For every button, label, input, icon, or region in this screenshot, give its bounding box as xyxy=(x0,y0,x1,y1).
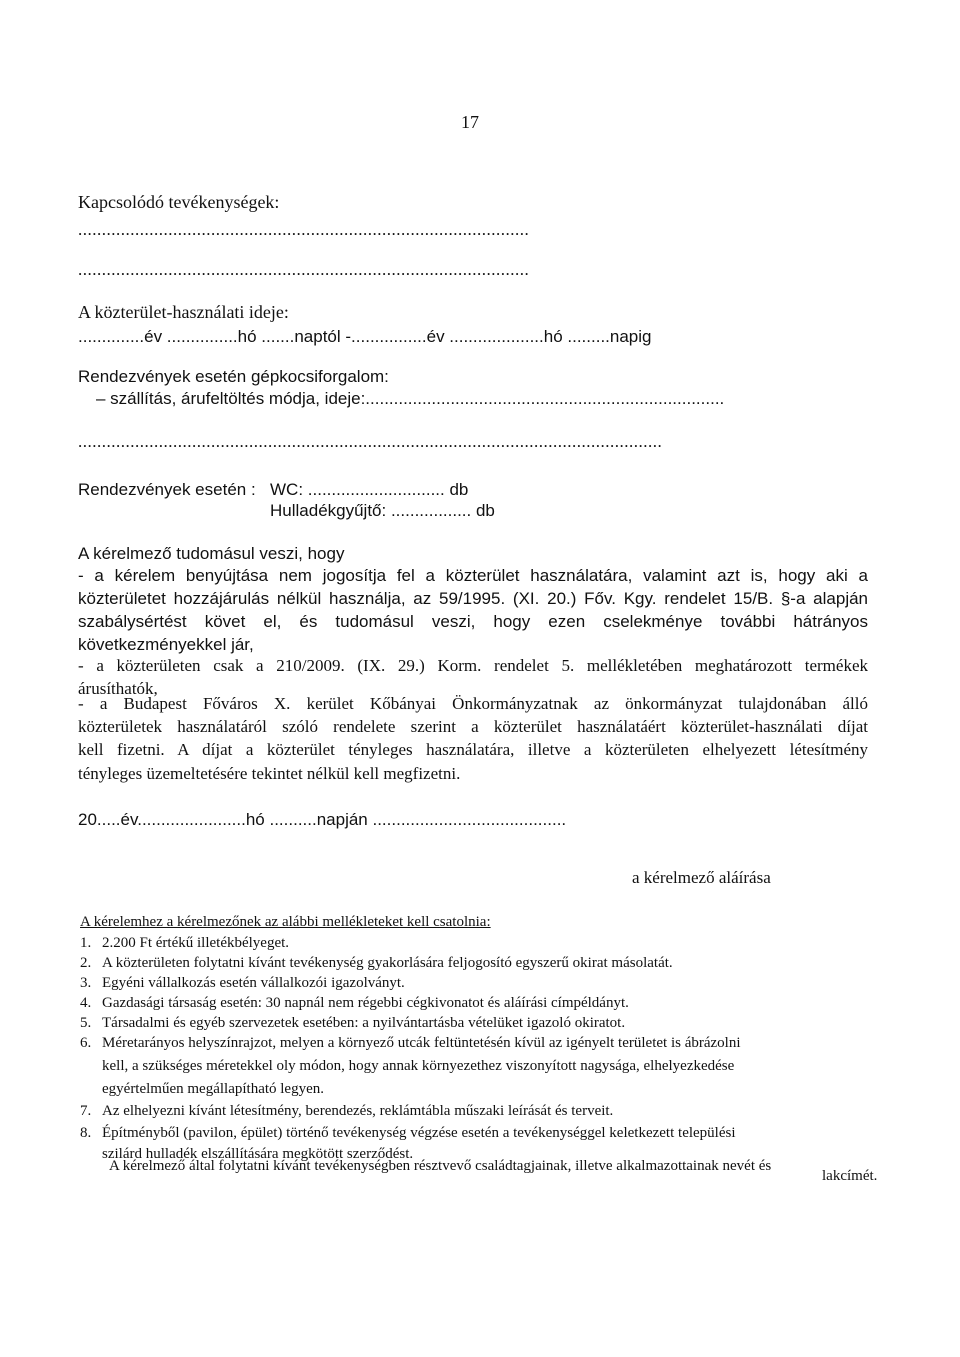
date-field[interactable]: 20.....év.......................hó ..........napján ......................................... xyxy=(78,810,567,829)
attachment-item-2 xyxy=(80,955,673,972)
ack-line-6: árusíthatók, xyxy=(78,679,158,698)
attachment-number: 6. xyxy=(80,1035,92,1051)
attachment-text: 2.200 Ft értékű illetékbélyeget. xyxy=(102,935,290,951)
attachment-number: 4. xyxy=(80,995,92,1011)
related-activities-label: Kapcsolódó tevékenységek: xyxy=(78,192,280,212)
attachment-text: Az elhelyezni kívánt létesítmény, berendezés, reklámtábla műszaki leírását és terveit. xyxy=(102,1103,614,1119)
attachment-text: Társadalmi és egyéb szervezetek esetében: a nyilvántartásba vételüket igazoló okiratot. xyxy=(102,1015,626,1031)
attachment-item-6-cont-1 xyxy=(80,1058,734,1075)
attachment-item-1 xyxy=(80,935,289,952)
waste-bin-field[interactable]: Hulladékgyűjtő: ................. db xyxy=(270,501,495,520)
attachment-item-3 xyxy=(80,975,405,992)
attachment-text: Méretarányos helyszínrajzot, melyen a környező utcák feltüntetésén kívül az igényelt területet is ábrázolni xyxy=(102,1035,741,1051)
attachment-item-7 xyxy=(80,1103,613,1120)
attachments-heading: A kérelemhez a kérelmezőnek az alábbi mellékleteket kell csatolnia: xyxy=(80,914,491,930)
event-traffic-label: Rendezvények esetén gépkocsiforgalom: xyxy=(78,367,389,386)
attachment-text: Gazdasági társaság esetén: 30 napnál nem régebbi cégkivonatot és aláírási címpéldányt. xyxy=(102,995,629,1011)
attachment-item-6 xyxy=(80,1035,741,1052)
attachment-text: A közterületen folytatni kívánt tevékenység gyakorlására feljogosító egyszerű okirat másolatát. xyxy=(102,955,673,971)
attachment-item-4 xyxy=(80,995,629,1012)
event-traffic-line[interactable]: ........................................................................................................................... xyxy=(78,432,663,451)
attachment-number: 8. xyxy=(80,1125,92,1141)
ack-line-9: kell fizetni. A díjat a közterület tényleges használatára, illetve a közterületen elhelyezett létesítmény xyxy=(78,740,868,759)
ack-intro: A kérelmező tudomásul veszi, hogy xyxy=(78,544,345,563)
attachment-text: Egyéni vállalkozás esetén vállalkozói igazolványt. xyxy=(102,975,405,991)
ack-line-5: - a közterületen csak a 210/2009. (IX. 29.) Korm. rendelet 5. mellékletében meghatározott termékek xyxy=(78,656,868,675)
attachment-item-5 xyxy=(80,1015,625,1032)
wc-field[interactable]: WC: ............................. db xyxy=(270,480,469,499)
attachment-text: Építményből (pavilon, épület) történő tevékenység végzése esetén a tevékenységgel keletkezett települési xyxy=(102,1125,736,1141)
ack-line-4: következményekkel jár, xyxy=(78,635,254,654)
ack-line-8: közterületek használatáról szóló rendelete szerint a közterület használatáért közterület-használati díjat xyxy=(78,717,868,736)
event-traffic-item[interactable]: – szállítás, árufeltöltés módja, ideje:............................................................................ xyxy=(96,389,725,408)
attachment-number: 3. xyxy=(80,975,92,991)
related-activities-line-1[interactable]: ............................................................................................... xyxy=(78,220,530,239)
ack-line-10: tényleges üzemeltetésére tekintet nélkül kell megfizetni. xyxy=(78,764,461,783)
attachment-item-6-cont-2 xyxy=(80,1081,324,1098)
usage-period-label: A közterület-használati ideje: xyxy=(78,302,289,322)
signature-label: a kérelmező aláírása xyxy=(632,868,771,887)
attachment-text: kell, a szükséges méretekkel oly módon, hogy annak környezethez viszonyított nagysága, elhelyezkedése xyxy=(102,1058,735,1074)
usage-period-field[interactable]: ..............év ...............hó .......naptól -................év ....................hó .........napig xyxy=(78,327,652,346)
ack-line-7: - a Budapest Főváros X. kerület Kőbányai Önkormányzatnak az önkormányzat tulajdonában álló xyxy=(78,694,868,713)
attachment-text: egyértelműen megállapítható legyen. xyxy=(102,1081,324,1097)
event-facilities-label: Rendezvények esetén : xyxy=(78,480,256,499)
ack-line-2: közterületet hozzájárulás nélkül használja, az 59/1995. (XI. 20.) Főv. Kgy. rendelet 15/B. §-a alapján xyxy=(78,589,868,608)
attachment-number: 7. xyxy=(80,1103,92,1119)
attachment-item-8 xyxy=(80,1125,736,1142)
attachment-number: 2. xyxy=(80,955,92,971)
ack-line-1: - a kérelem benyújtása nem jogosítja fel a közterület használatára, valamint azt is, hogy aki a xyxy=(78,566,868,585)
attachment-text: szilárd hulladék elszállítására megkötött szerződést. xyxy=(102,1146,414,1162)
page-number: 17 xyxy=(461,112,479,132)
family-note-line-2: lakcímét. xyxy=(822,1168,878,1184)
family-note-line-1: A kérelmező által folytatni kívánt tevékenységben résztvevő családtagjainak, illetve alkalmazottainak nevét és xyxy=(109,1158,772,1174)
related-activities-line-2[interactable]: ............................................................................................... xyxy=(78,260,530,279)
attachment-number: 5. xyxy=(80,1015,92,1031)
ack-line-3: szabálysértést követ el, és tudomásul veszi, hogy ezen cselekménye további hátrányos xyxy=(78,612,868,631)
attachment-number: 1. xyxy=(80,935,92,951)
